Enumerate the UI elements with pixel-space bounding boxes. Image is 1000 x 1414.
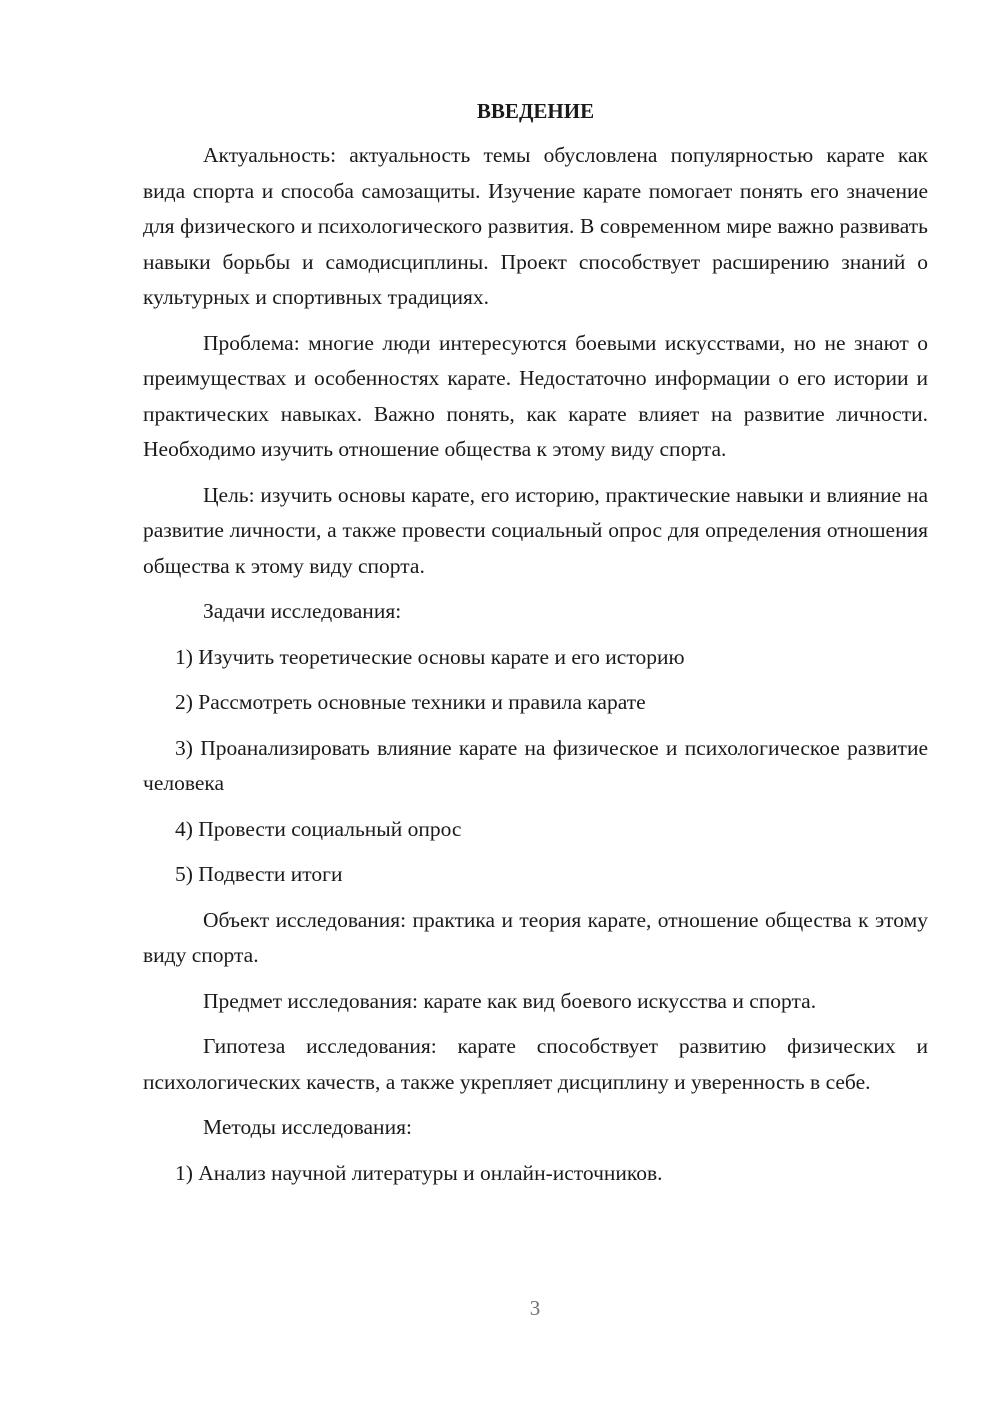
paragraph-subject: Предмет исследования: карате как вид боевого искусства и спорта.: [203, 988, 817, 1013]
paragraph-tasks-heading: Задачи исследования:: [203, 599, 402, 623]
task-item: 3) Проанализировать влияние карате на физическое и психологическое развитие человека: [143, 735, 928, 795]
document-page: [143, 96, 928, 1201]
paragraph-object: Объект исследования: практика и теория карате, отношение общества к этому виду спорта.: [143, 907, 928, 967]
paragraph-goal: Цель: изучить основы карате, его историю, практические навыки и влияние на развитие личности, а также провести социальный опрос для определения отношения общества к этому виду спорта.: [143, 482, 928, 578]
task-item: 2) Рассмотреть основные техники и правила карате: [175, 690, 646, 714]
page-number: 3: [529, 1296, 541, 1320]
task-item: 4) Провести социальный опрос: [175, 816, 462, 841]
task-item: 1) Изучить теоретические основы карате и его историю: [175, 644, 685, 669]
method-item: 1) Анализ научной литературы и онлайн-источников.: [175, 1160, 663, 1185]
paragraph-hypothesis: Гипотеза исследования: карате способствует развитию физических и психологических качеств, а также укрепляет дисциплину и уверенность в себе.: [143, 1034, 928, 1094]
document-title: ВВЕДЕНИЕ: [476, 99, 595, 123]
paragraph-problem: Проблема: многие люди интересуются боевыми искусствами, но не знают о преимуществах и особенностях карате. Недостаточно информации о его истории и практических навыках. Важно понять, как карате влияет на развитие личности. Необходимо изучить отношение общества к этому виду спорта.: [143, 330, 928, 461]
paragraph-relevance: Актуальность: актуальность темы обусловлена популярностью карате как вида спорта и способа самозащиты. Изучение карате помогает понять его значение для физического и психологического развития. В современном мире важно развивать навыки борьбы и самодисциплины. Проект способствует расширению знаний о культурных и спортивных традициях.: [143, 143, 928, 309]
task-item: 5) Подвести итоги: [175, 862, 343, 886]
paragraph-methods-heading: Методы исследования:: [203, 1115, 412, 1139]
